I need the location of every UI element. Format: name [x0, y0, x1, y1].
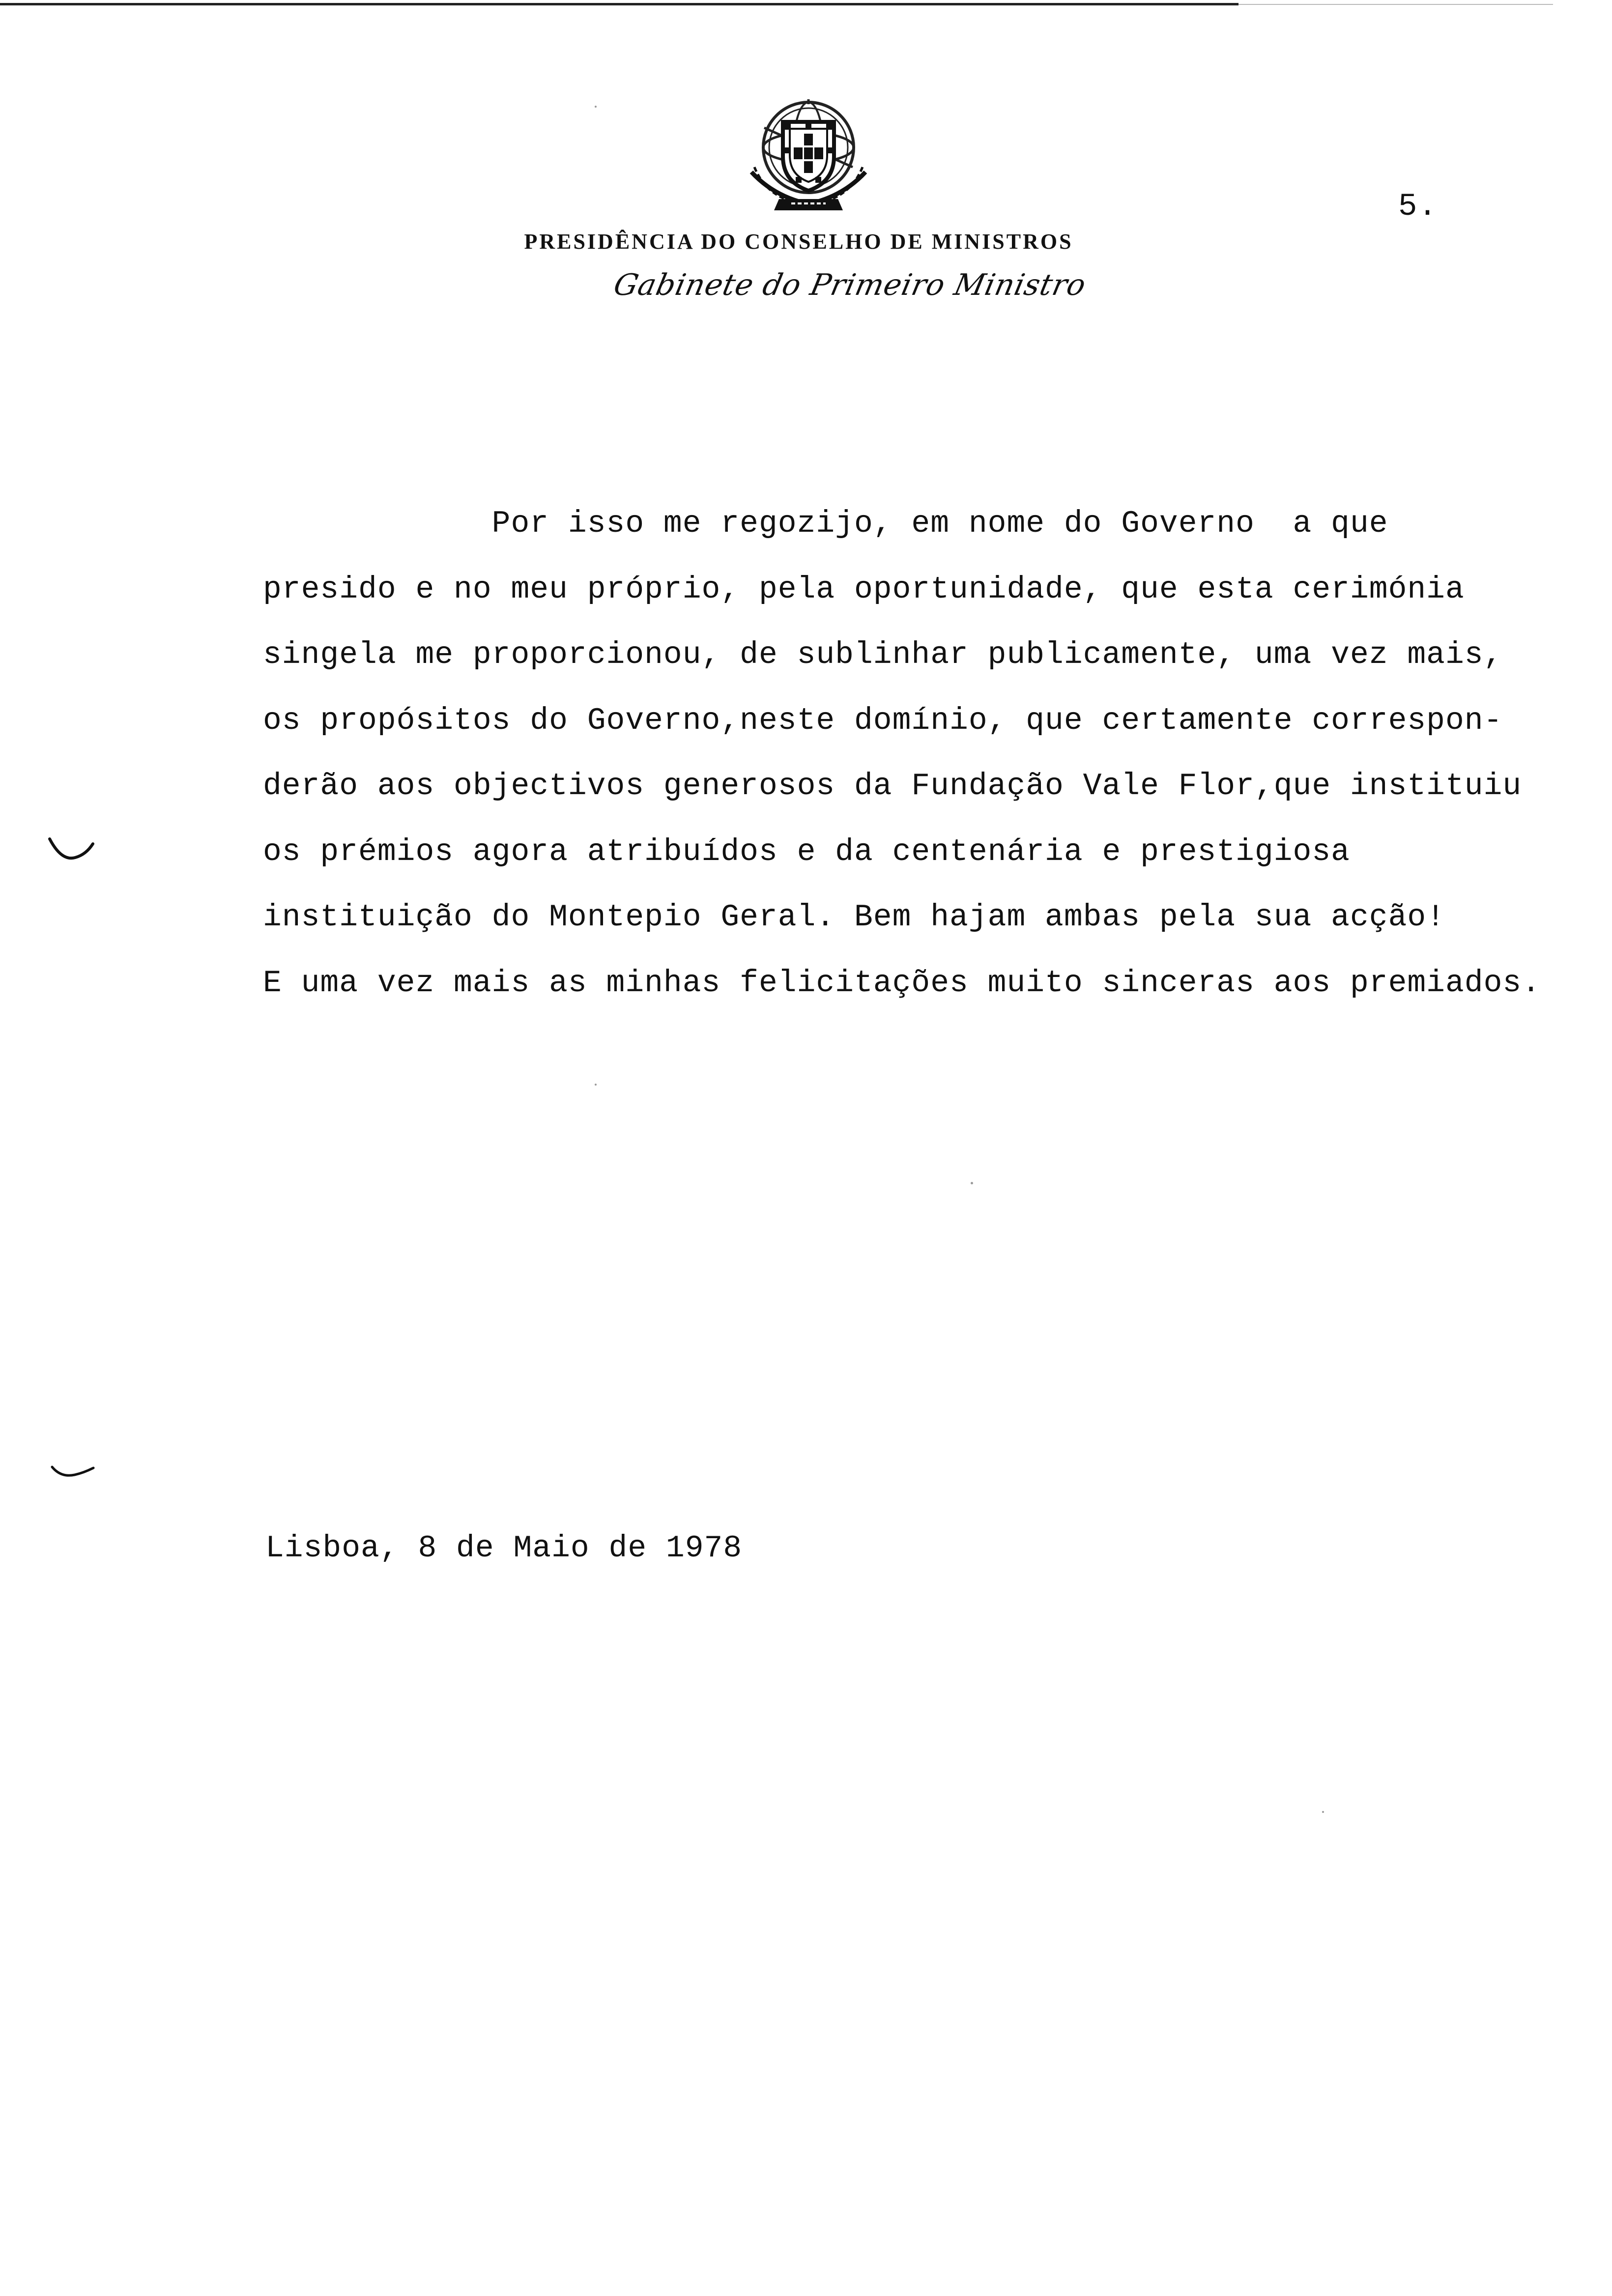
body-line: E uma vez mais as minhas felicitações muito sinceras aos premiados.	[263, 965, 1541, 1001]
body-line: derão aos objectivos generosos da Fundação Vale Flor,que instituiu	[263, 769, 1522, 804]
page-number: 5.	[1398, 189, 1438, 225]
body-line: os prémios agora atribuídos e da centenária e prestigiosa	[263, 834, 1350, 869]
place-and-date: Lisboa, 8 de Maio de 1978	[265, 1531, 743, 1566]
top-border-rule-fade	[1238, 4, 1553, 5]
margin-tick-mark-icon	[49, 1462, 98, 1487]
letterhead-subtitle: Gabinete do Primeiro Ministro	[610, 268, 1090, 302]
body-line: Por isso me regozijo, em nome do Governo a que	[263, 506, 1388, 541]
scan-speck	[1322, 1811, 1324, 1813]
scan-speck	[595, 1084, 597, 1086]
margin-tick-mark-icon	[47, 833, 96, 867]
scan-speck	[971, 1182, 973, 1184]
body-line: presido e no meu próprio, pela oportunidade, que esta cerimónia	[263, 572, 1465, 607]
body-line: singela me proporcionou, de sublinhar publicamente, uma vez mais,	[263, 637, 1503, 672]
body-line: os propósitos do Governo,neste domínio, que certamente correspon-	[263, 703, 1503, 738]
body-paragraph	[263, 506, 1590, 1031]
letterhead-title: PRESIDÊNCIA DO CONSELHO DE MINISTROS	[524, 230, 1073, 254]
top-border-rule	[0, 3, 1238, 5]
portuguese-coat-of-arms-icon	[745, 98, 872, 214]
scan-speck	[595, 106, 597, 108]
body-line: instituição do Montepio Geral. Bem hajam ambas pela sua acção!	[263, 900, 1445, 935]
